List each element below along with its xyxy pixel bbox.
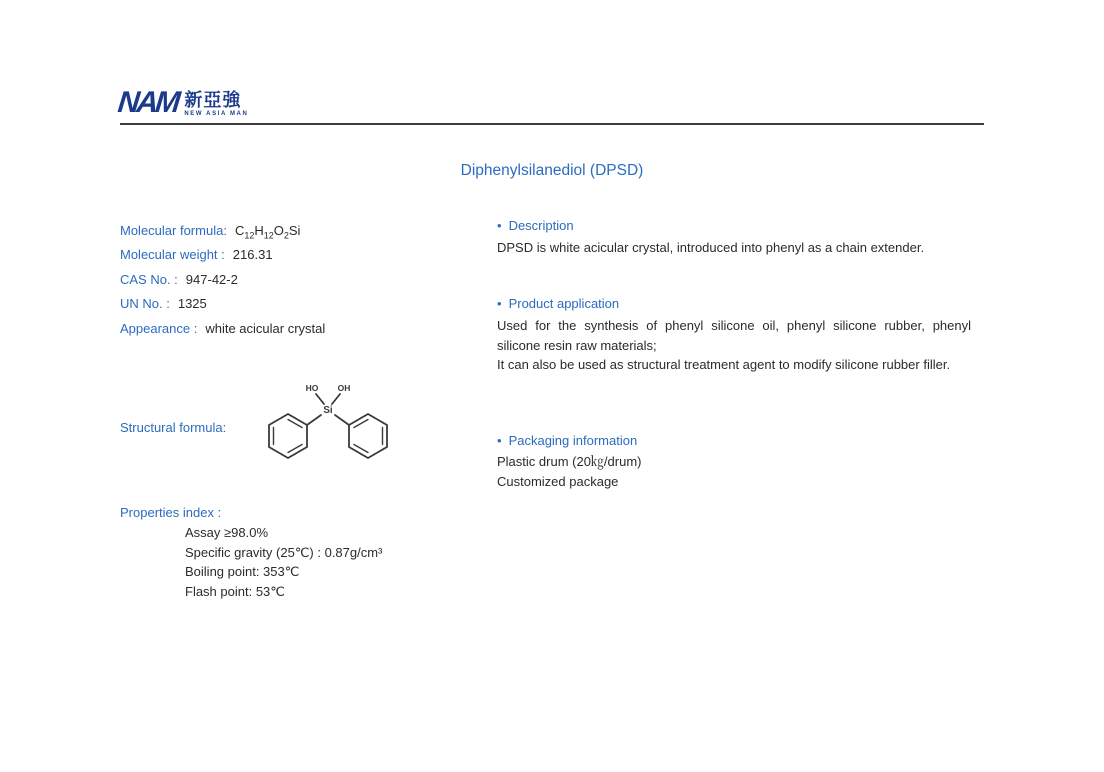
logo-text-block — [184, 88, 248, 117]
si-atom-label: Si — [323, 405, 333, 416]
logo-subtext: NEW ASIA MAN — [184, 111, 249, 117]
company-logo — [118, 88, 248, 118]
page-title: Diphenylsilanediol (DPSD) — [460, 162, 644, 179]
left-phenyl-ring — [269, 414, 307, 458]
property-flash-point: Flash point: 53℃ — [185, 583, 285, 599]
description-text: DPSD is white acicular crystal, introduced into phenyl as a chain extender. — [497, 240, 925, 255]
un-no-label: UN No. : — [120, 296, 170, 311]
molecular-weight-row — [120, 242, 273, 267]
header-divider — [120, 123, 984, 125]
appearance-value: white acicular crystal — [205, 321, 326, 336]
packaging-information-section-body — [497, 452, 971, 492]
product-application-header-label: Product application — [508, 296, 620, 311]
oh-right-atom-label: OH — [337, 383, 351, 393]
cas-no-value: 947-42-2 — [185, 272, 238, 287]
product-application-text-1: Used for the synthesis of phenyl silicone oil, phenyl silicone rubber, phenyl silicone resin raw materials; — [497, 318, 971, 353]
right-phenyl-ring — [349, 414, 387, 458]
molecular-weight-value: 216.31 — [232, 247, 273, 262]
molecular-formula-label: Molecular formula: — [120, 223, 227, 238]
packaging-customized-text: Customized package — [497, 474, 619, 489]
bullet-icon: • — [497, 218, 502, 233]
appearance-row — [120, 316, 325, 341]
description-section-body — [497, 238, 971, 258]
product-application-section-body — [497, 316, 971, 375]
properties-index-list — [185, 523, 382, 601]
structural-formula-row — [120, 415, 226, 440]
ho-left-atom-label: HO — [305, 383, 319, 393]
structural-formula-drawing — [253, 372, 403, 472]
property-specific-gravity: Specific gravity (25℃) : 0.87g/cm³ — [185, 544, 383, 560]
description-section-header — [497, 218, 574, 233]
molecular-formula-row — [120, 218, 300, 243]
property-assay: Assay ≥98.0% — [185, 525, 269, 540]
property-boiling-point: Boiling point: 353℃ — [185, 564, 300, 580]
bullet-icon: • — [497, 296, 502, 311]
un-no-value: 1325 — [177, 296, 207, 311]
molecular-weight-label: Molecular weight : — [120, 247, 225, 262]
appearance-label: Appearance : — [120, 321, 198, 336]
cas-no-row — [120, 267, 238, 292]
cas-no-label: CAS No. : — [120, 272, 178, 287]
logo-monogram: NAM — [116, 86, 180, 119]
packaging-information-header-label: Packaging information — [508, 433, 638, 448]
description-header-label: Description — [508, 218, 574, 233]
packaging-drum-text: Plastic drum (20㎏/drum) — [497, 454, 642, 469]
un-no-row — [120, 291, 207, 316]
logo-chinese-text: 新亞強 — [184, 90, 242, 110]
packaging-information-section-header — [497, 433, 637, 448]
product-application-section-header — [497, 296, 619, 311]
properties-index-header: Properties index : — [120, 505, 222, 520]
product-application-text-2: It can also be used as structural treatment agent to modify silicone rubber filler. — [497, 357, 951, 372]
bullet-icon: • — [497, 433, 502, 448]
structural-formula-label: Structural formula: — [120, 420, 227, 435]
molecular-formula-value: $C_{12}H_{12}O_2Si$ — [234, 223, 301, 241]
